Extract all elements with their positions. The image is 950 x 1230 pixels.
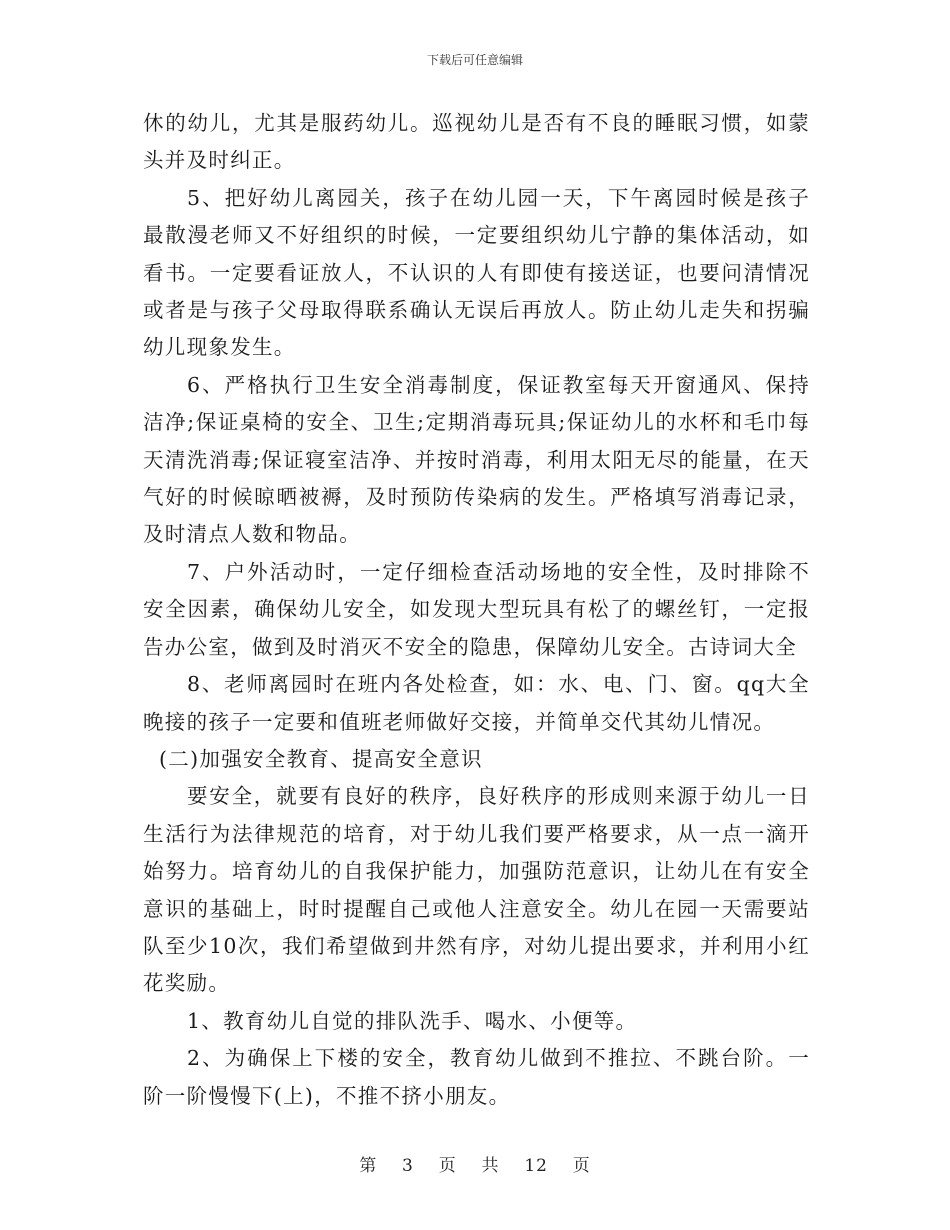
- page-header: 下载后可任意编辑: [426, 53, 523, 67]
- paragraph-item-5: 5、把好幼儿离园关，孩子在幼儿园一天，下午离园时候是孩子最散漫老师又不好组织的时候，一定要组织幼儿宁静的集体活动，如看书。一定要看证放人，不认识的人有即使有接送证，也要问清情况或者是与孩子父母取得联系确认无误后再放人。防止幼儿走失和拐骗幼儿现象发生。: [143, 185, 810, 360]
- paragraph-continuation: 休的幼儿，尤其是服药幼儿。巡视幼儿是否有不良的睡眠习惯，如蒙头并及时纠正。: [143, 111, 810, 173]
- paragraph-list-item-1: 1、教育幼儿自觉的排队洗手、喝水、小便等。: [187, 1008, 638, 1033]
- footer-total-word: 共: [481, 1156, 500, 1176]
- paragraph-list-item-2: 2、为确保上下楼的安全，教育幼儿做到不推拉、不跳台阶。一阶一阶慢慢下(上)，不推不挤小朋友。: [143, 1046, 810, 1108]
- paragraph-safety-education: 要安全，就要有良好的秩序，良好秩序的形成则来源于幼儿一日生活行为法律规范的培育，对于幼儿我们要严格要求，从一点一滴开始努力。培育幼儿的自我保护能力，加强防范意识，让幼儿在有安全意识的基础上，时时提醒自己或他人注意安全。幼儿在园一天需要站队至少10次，我们希望做到井然有序，对幼儿提出要求，并利用小红花奖励。: [143, 784, 810, 996]
- paragraph-item-7: 7、户外活动时，一定仔细检查活动场地的安全性，及时排除不安全因素，确保幼儿安全，如发现大型玩具有松了的螺丝钉，一定报告办公室，做到及时消灭不安全的隐患，保障幼儿安全。古诗词大全: [143, 559, 810, 659]
- footer-prefix: 第: [359, 1156, 378, 1176]
- paragraph-item-6: 6、严格执行卫生安全消毒制度，保证教室每天开窗通风、保持洁净;保证桌椅的安全、卫生;定期消毒玩具;保证幼儿的水杯和毛巾每天清洗消毒;保证寝室洁净、并按时消毒，利用太阳无尽的能量，在天气好的时候晾晒被褥，及时预防传染病的发生。严格填写消毒记录，及时清点人数和物品。: [143, 372, 810, 547]
- footer-total-pages: 12: [524, 1156, 548, 1176]
- document-body: [143, 105, 810, 1115]
- footer-current-page: 3: [402, 1156, 414, 1176]
- footer-page-word: 页: [438, 1156, 457, 1176]
- footer-suffix: 页: [572, 1156, 591, 1176]
- page-footer: [0, 1155, 950, 1177]
- section-heading: (二)加强安全教育、提高安全意识: [159, 746, 483, 771]
- paragraph-item-8: 8、老师离园时在班内各处检查，如：水、电、门、窗。qq大全晚接的孩子一定要和值班老师做好交接，并简单交代其幼儿情况。: [143, 672, 810, 734]
